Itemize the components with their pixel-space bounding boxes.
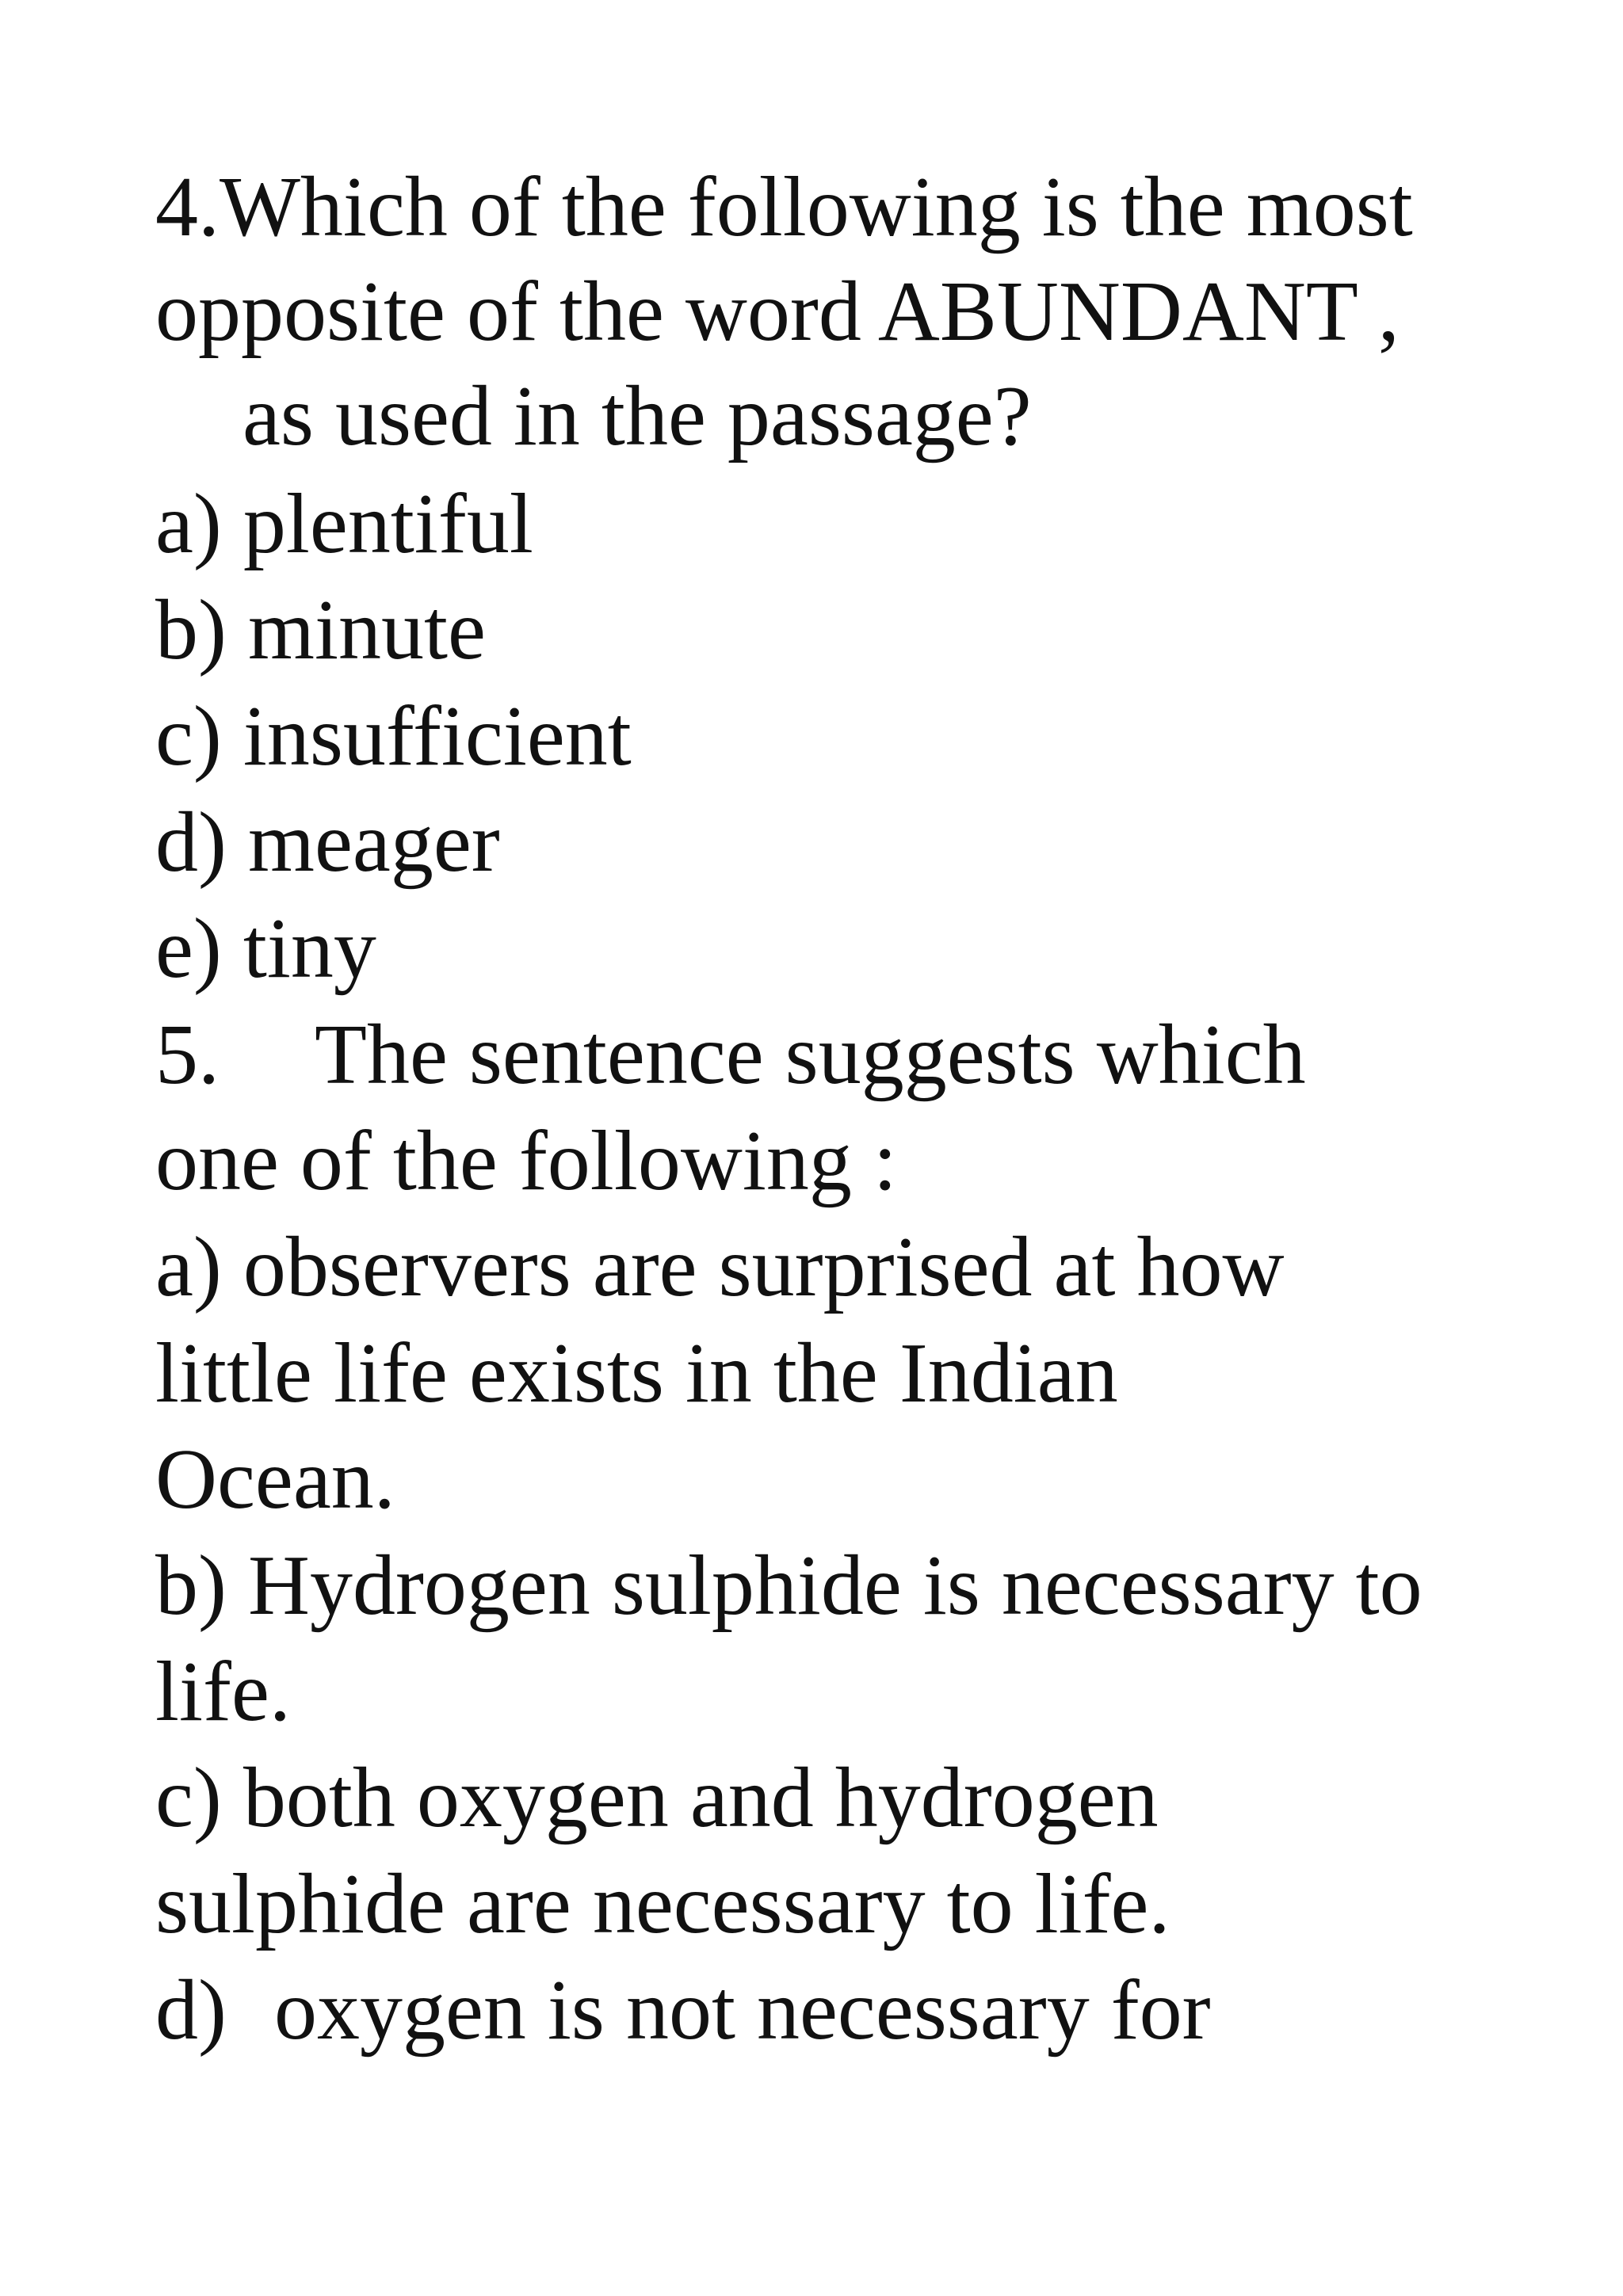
question-5-option-d bbox=[155, 1958, 1211, 2063]
question-4-option-b: b) minute bbox=[155, 583, 486, 677]
question-4-option-e: e) tiny bbox=[155, 902, 376, 996]
question-5-text-line-2: one of the following : bbox=[155, 1114, 897, 1208]
question-4-text-line-2: opposite of the word ABUNDANT , bbox=[155, 265, 1400, 359]
question-4-text-line-3: as used in the passage? bbox=[242, 369, 1032, 463]
question-5-option-d-label: d) bbox=[155, 1963, 227, 2058]
question-5-option-c-line-2: sulphide are necessary to life. bbox=[155, 1857, 1170, 1951]
question-4-option-d: d) meager bbox=[155, 795, 500, 890]
question-5-number: 5. bbox=[155, 1008, 220, 1102]
question-4-text-line-1: 4.Which of the following is the most bbox=[155, 160, 1413, 254]
question-5-option-a-line-1: a) observers are surprised at how bbox=[155, 1220, 1285, 1314]
question-5-option-b-line-1: b) Hydrogen sulphide is necessary to bbox=[155, 1539, 1423, 1633]
question-5-option-a-line-2: little life exists in the Indian bbox=[155, 1326, 1118, 1421]
question-5-option-d-text: oxygen is not necessary for bbox=[273, 1963, 1211, 2058]
question-5-text-line-1 bbox=[155, 1003, 1306, 1108]
question-5-option-a-line-3: Ocean. bbox=[155, 1432, 395, 1527]
question-5-option-b-line-2: life. bbox=[155, 1645, 291, 1739]
question-5-stem: The sentence suggests which bbox=[315, 1008, 1306, 1102]
question-4-option-c: c) insufficient bbox=[155, 689, 632, 784]
question-5-option-c-line-1: c) both oxygen and hydrogen bbox=[155, 1751, 1159, 1845]
question-4-option-a: a) plentiful bbox=[155, 477, 533, 571]
